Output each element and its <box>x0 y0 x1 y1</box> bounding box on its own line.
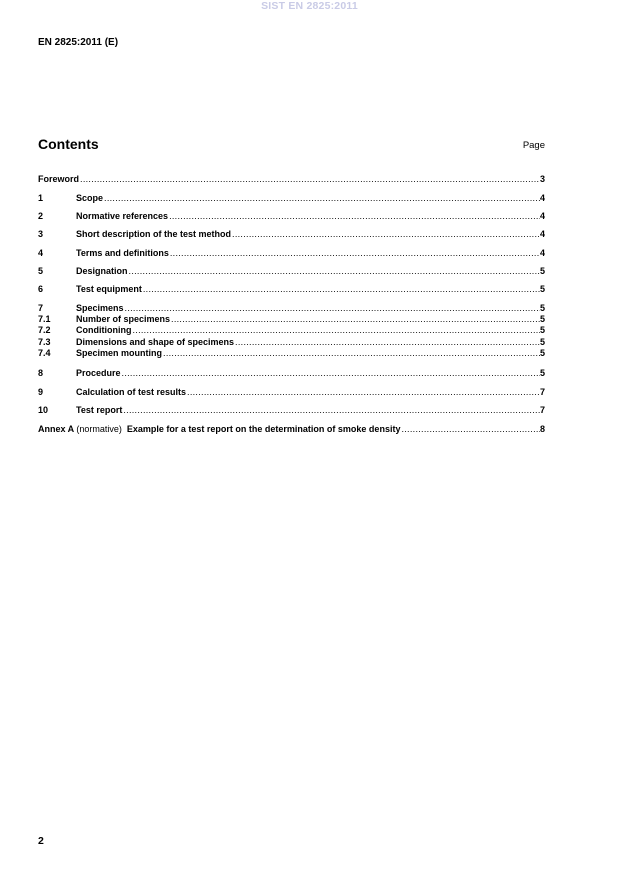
annex-prefix: Annex A <box>38 424 74 434</box>
toc-entry-number: 10 <box>38 405 49 415</box>
toc-entry-annex-a[interactable] <box>38 424 545 435</box>
toc-entry-title: Short description of the test method <box>76 229 232 239</box>
toc-entry-number: 4 <box>38 248 44 258</box>
toc-entry-title: Designation <box>76 266 128 276</box>
toc-entry-test-report[interactable] <box>38 405 545 416</box>
toc-entry-normative-references[interactable] <box>38 211 545 222</box>
toc-entry-specimen-mounting[interactable] <box>38 348 545 359</box>
toc-leader-dots <box>125 303 540 314</box>
toc-leader-dots <box>187 387 540 398</box>
toc-entry-page: 4 <box>539 229 545 239</box>
watermark: SIST EN 2825:2011 <box>261 0 358 12</box>
toc-leader-dots <box>170 248 540 259</box>
toc-entry-title: Calculation of test results <box>76 387 187 397</box>
toc-entry-title: Specimens <box>76 303 124 313</box>
toc-entry-short-description[interactable] <box>38 229 545 240</box>
toc-entry-title: Test report <box>76 405 123 415</box>
toc-entry-page: 7 <box>539 387 545 397</box>
toc-entry-number: 9 <box>38 387 44 397</box>
toc-entry-page: 5 <box>539 337 545 347</box>
toc-entry-number: 1 <box>38 193 44 203</box>
toc-entry-scope[interactable] <box>38 193 545 204</box>
toc-entry-number: 3 <box>38 229 44 239</box>
toc-leader-dots <box>104 193 540 204</box>
toc-leader-dots <box>171 314 540 325</box>
contents-heading: Contents <box>38 136 99 152</box>
toc-leader-dots <box>132 325 540 336</box>
toc-entry-title: Terms and definitions <box>76 248 169 258</box>
toc-leader-dots <box>169 211 540 222</box>
toc-entry-page: 5 <box>539 284 545 294</box>
page-number: 2 <box>38 835 44 847</box>
annex-qualifier: (normative) <box>76 424 122 434</box>
toc-entry-page: 5 <box>539 303 545 313</box>
toc-entry-title: Conditioning <box>76 325 132 335</box>
toc-entry-page: 5 <box>539 348 545 358</box>
toc-leader-dots <box>163 348 540 359</box>
toc-entry-conditioning[interactable] <box>38 325 545 336</box>
toc-entry-page: 5 <box>539 325 545 335</box>
toc-entry-page: 5 <box>539 368 545 378</box>
toc-entry-number: 7 <box>38 303 44 313</box>
toc-entry-title: Foreword <box>38 174 80 184</box>
toc-entry-procedure[interactable] <box>38 368 545 379</box>
annex-title: Example for a test report on the determination of smoke density <box>126 424 401 434</box>
toc-entry-title: Specimen mounting <box>76 348 163 358</box>
toc-entry-title: Procedure <box>76 368 121 378</box>
toc-entry-title: Normative references <box>76 211 169 221</box>
toc-entry-terms-definitions[interactable] <box>38 248 545 259</box>
toc-entry-title: Dimensions and shape of specimens <box>76 337 235 347</box>
toc-entry-calculation[interactable] <box>38 387 545 398</box>
toc-entry-foreword[interactable] <box>38 174 545 185</box>
toc-entry-page: 4 <box>539 193 545 203</box>
document-identifier: EN 2825:2011 (E) <box>38 37 119 48</box>
toc-entry-number: 7.2 <box>38 325 51 335</box>
toc-entry-number: 5 <box>38 266 44 276</box>
toc-entry-number: 7.1 <box>38 314 51 324</box>
toc-entry-number: 2 <box>38 211 44 221</box>
toc-entry-page: 7 <box>539 405 545 415</box>
toc-entry-number-of-specimens[interactable] <box>38 314 545 325</box>
toc-leader-dots <box>232 229 540 240</box>
toc-leader-dots <box>401 424 540 435</box>
toc-leader-dots <box>123 405 540 416</box>
toc-entry-page: 5 <box>539 314 545 324</box>
toc-entry-title: Scope <box>76 193 104 203</box>
toc-leader-dots <box>129 266 540 277</box>
toc-entry-test-equipment[interactable] <box>38 284 545 295</box>
toc-entry-number: 7.4 <box>38 348 51 358</box>
toc-entry-number: 7.3 <box>38 337 51 347</box>
toc-leader-dots <box>143 284 540 295</box>
toc-leader-dots <box>80 174 540 185</box>
toc-entry-page: 3 <box>539 174 545 184</box>
toc-entry-page: 4 <box>539 248 545 258</box>
toc-entry-title: Number of specimens <box>76 314 171 324</box>
toc-entry-dimensions-shape[interactable] <box>38 337 545 348</box>
toc-entry-page: 5 <box>539 266 545 276</box>
toc-entry-designation[interactable] <box>38 266 545 277</box>
toc-leader-dots <box>235 337 540 348</box>
toc-annex-title <box>38 424 400 435</box>
page-column-label: Page <box>522 140 545 151</box>
toc-entry-specimens[interactable] <box>38 303 545 314</box>
toc-leader-dots <box>122 368 540 379</box>
toc-entry-page: 8 <box>539 424 545 434</box>
toc-entry-number: 8 <box>38 368 44 378</box>
toc-entry-title: Test equipment <box>76 284 142 294</box>
toc-entry-number: 6 <box>38 284 44 294</box>
toc-entry-page: 4 <box>539 211 545 221</box>
